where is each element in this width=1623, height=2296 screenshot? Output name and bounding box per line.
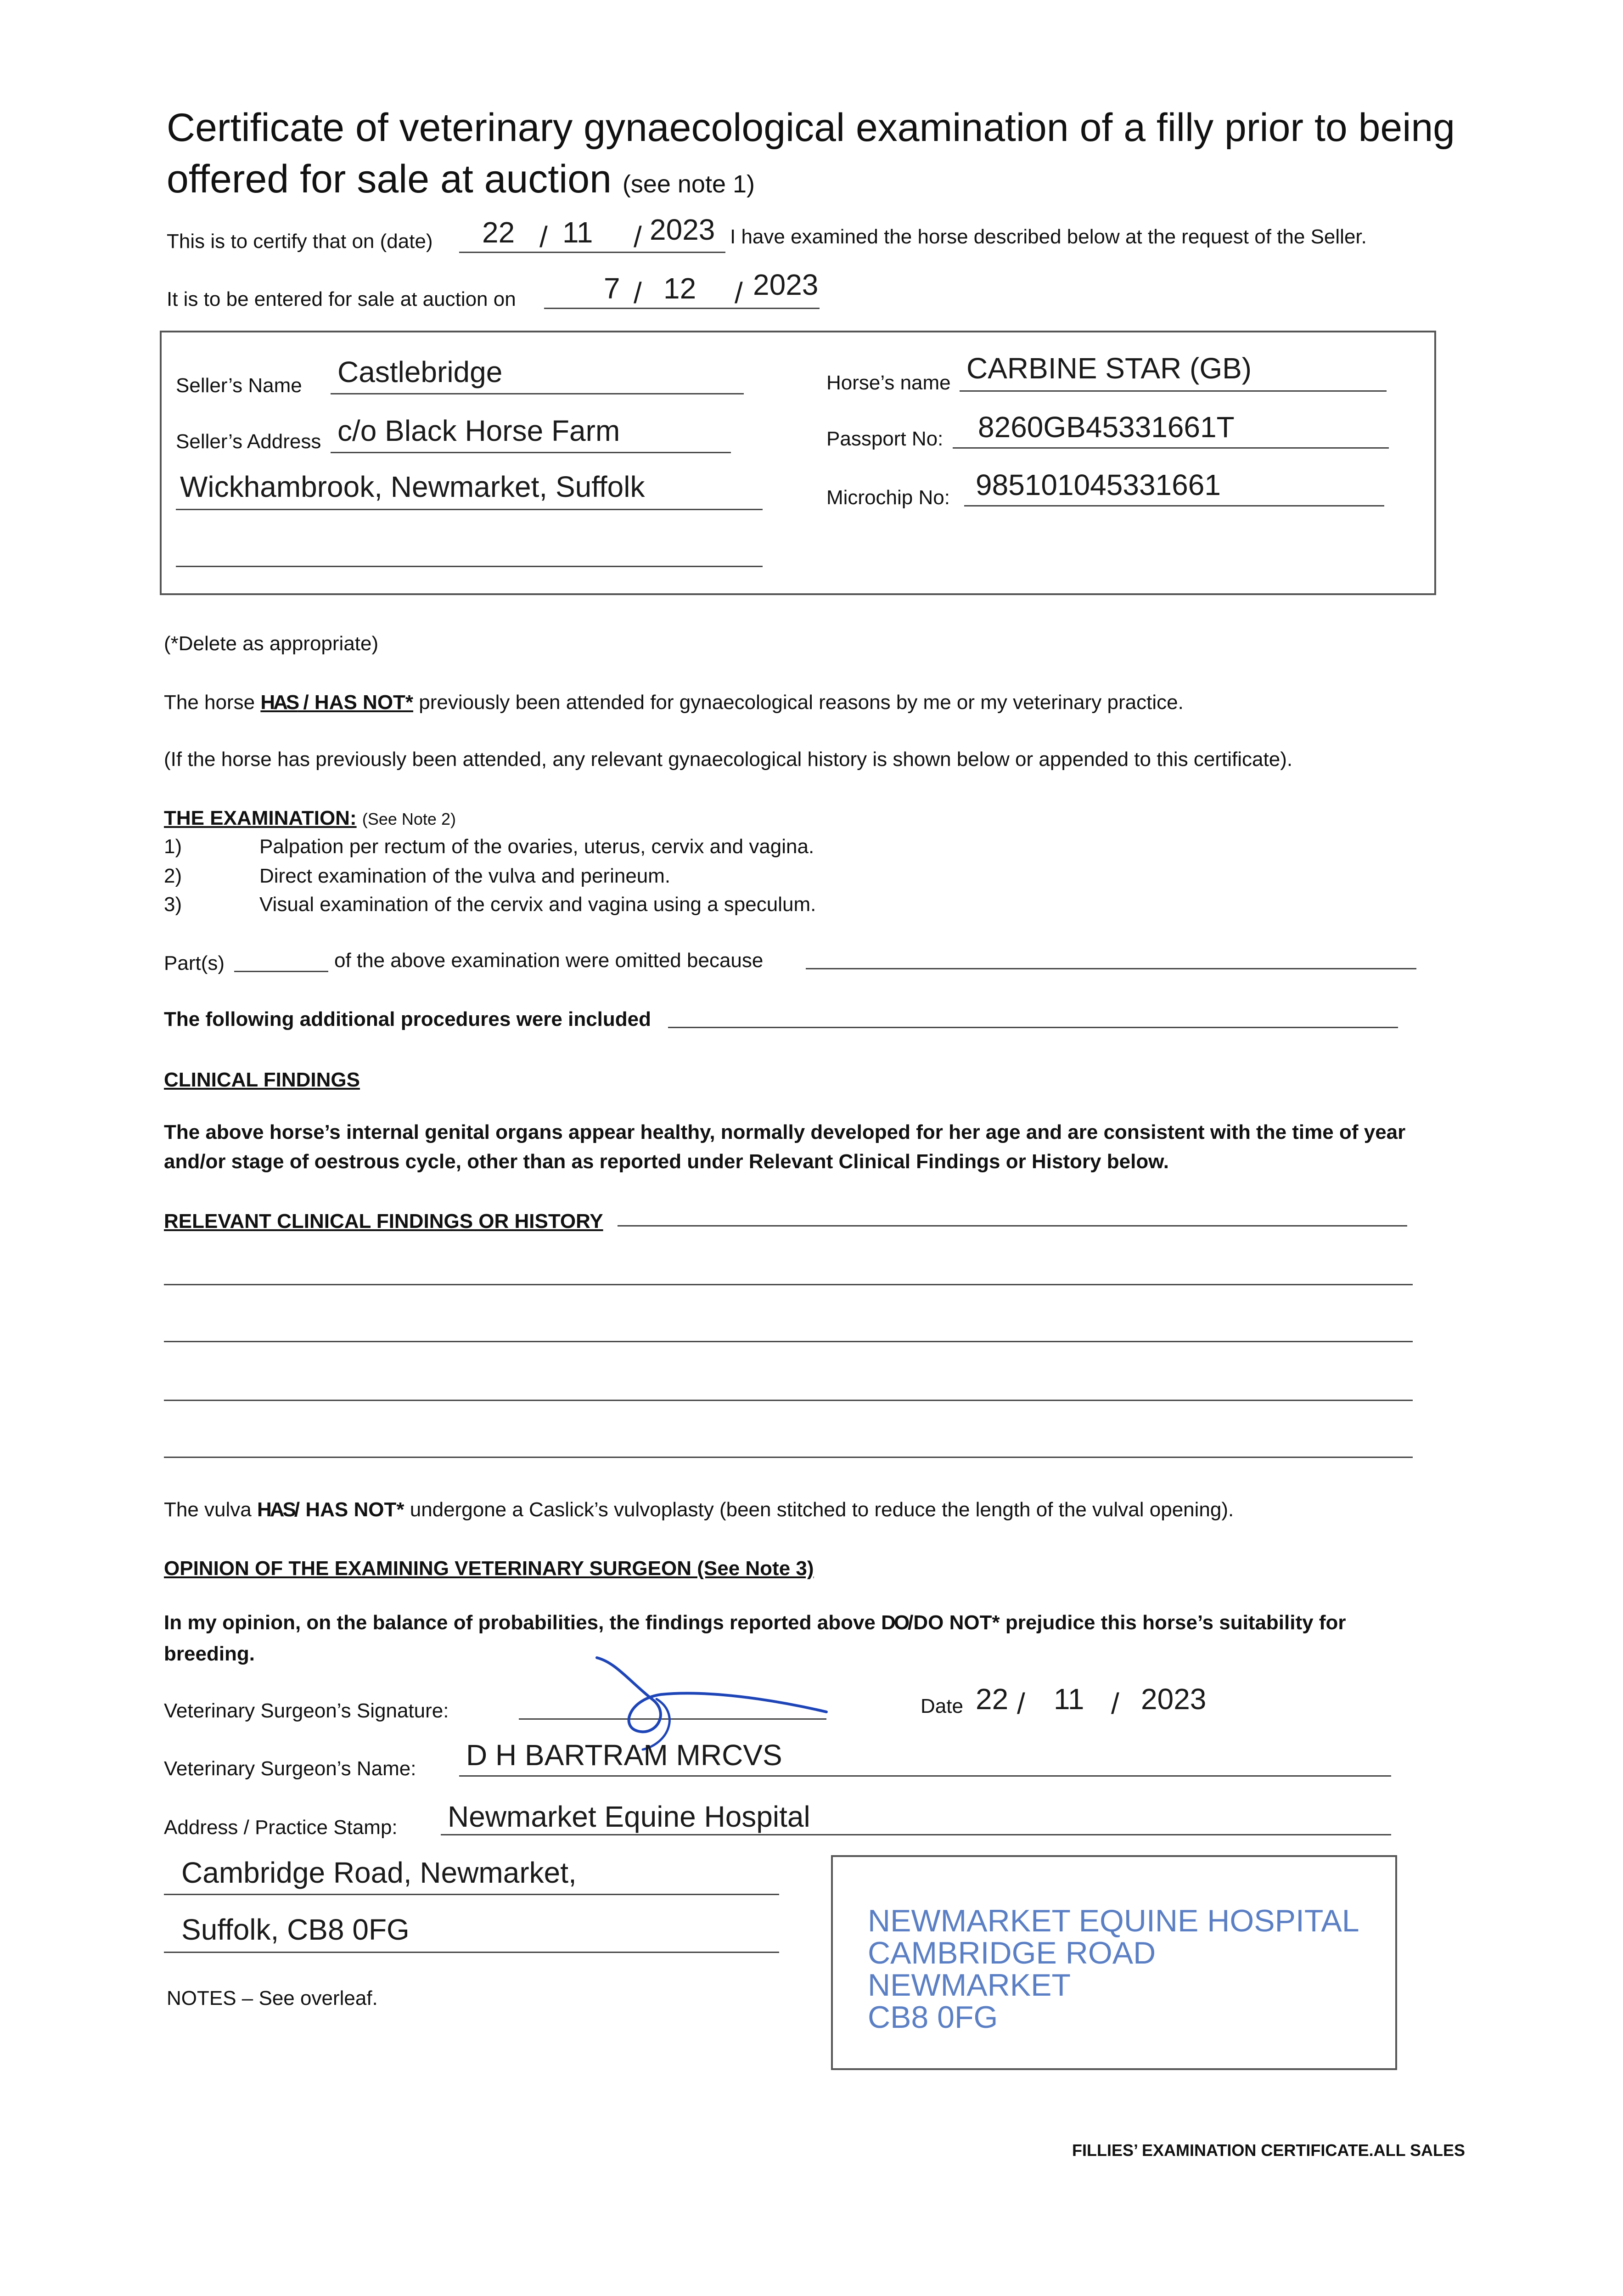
vulva-choice-text: / HAS NOT*: [294, 1498, 404, 1521]
seller-address-line1-underline: [331, 452, 731, 453]
attended-struck: HAS: [260, 691, 298, 714]
clinical-findings-heading: CLINICAL FINDINGS: [164, 1069, 360, 1091]
vet-name-underline: [459, 1775, 1391, 1777]
exam-date-suffix: I have examined the horse described below at the request of the Seller.: [730, 225, 1367, 248]
opinion-choice: /DO NOT*: [908, 1611, 1000, 1634]
horse-name-underline: [960, 390, 1387, 392]
attended-prefix: The horse: [164, 691, 255, 714]
auction-date-prefix: It is to be entered for sale at auction on: [167, 288, 516, 310]
exam-item-1-num: 1): [164, 835, 182, 858]
vulva-suffix: undergone a Caslick’s vulvoplasty (been stitched to reduce the length of the vulval opening).: [410, 1498, 1234, 1521]
auction-date-sep1: /: [634, 276, 642, 310]
horse-name-label: Horse’s name: [826, 371, 951, 394]
microchip-value: 985101045331661: [976, 468, 1221, 501]
attended-choice-text: / HAS NOT*: [298, 691, 414, 714]
history-note: (If the horse has previously been attended, any relevant gynaecological history is shown below or appended to this certificate).: [164, 748, 1293, 771]
sig-date-sep2: /: [1111, 1687, 1119, 1720]
opinion-heading: OPINION OF THE EXAMINING VETERINARY SURGEON (See Note 3): [164, 1557, 814, 1580]
vulva-struck: HAS: [257, 1498, 294, 1521]
stamp-line4: CB8 0FG: [868, 2000, 998, 2035]
omitted-prefix: Part(s): [164, 952, 225, 974]
vulva-prefix: The vulva: [164, 1498, 252, 1521]
sig-date-year: 2023: [1141, 1683, 1207, 1716]
exam-date-year: 2023: [650, 213, 715, 246]
sig-date-sep1: /: [1017, 1687, 1025, 1720]
vet-name-value: D H BARTRAM MRCVS: [466, 1739, 782, 1772]
practice-address-line3: Suffolk, CB8 0FG: [181, 1913, 410, 1946]
seller-address-line1: c/o Black Horse Farm: [337, 414, 620, 447]
omitted-reason-underline: [806, 968, 1416, 969]
additional-procedures-label: The following additional procedures were included: [164, 1008, 651, 1030]
notes-reference: NOTES – See overleaf.: [167, 1987, 378, 2009]
exam-item-3-num: 3): [164, 893, 182, 916]
practice-address-line2: Cambridge Road, Newmarket,: [181, 1856, 577, 1889]
stamp-line3: NEWMARKET: [868, 1968, 1071, 2003]
seller-address-label: Seller’s Address: [176, 430, 321, 453]
relevant-findings-heading: RELEVANT CLINICAL FINDINGS OR HISTORY: [164, 1210, 603, 1232]
omitted-suffix: of the above examination were omitted because: [334, 949, 764, 972]
auction-date-day: 7: [604, 272, 620, 305]
clinical-statement-line1: The above horse’s internal genital organs appear healthy, normally developed for her age and are consistent with the time of year: [164, 1121, 1406, 1143]
opinion-line1-suffix: prejudice this horse’s suitability for: [1005, 1611, 1346, 1634]
title-main: Certificate of veterinary gynaecological examination of a filly prior to being offered for sale at auction: [167, 106, 1455, 201]
attended-statement: [164, 692, 1184, 713]
vulva-choice: [257, 1498, 404, 1521]
relevant-findings-underline-3: [164, 1341, 1413, 1342]
signature-label: Veterinary Surgeon’s Signature:: [164, 1699, 449, 1722]
exam-item-1-text: Palpation per rectum of the ovaries, uterus, cervix and vagina.: [259, 835, 814, 858]
sig-date-day: 22: [976, 1683, 1009, 1716]
passport-value: 8260GB45331661T: [978, 411, 1235, 444]
seller-address-line3-underline: [176, 566, 763, 567]
examination-heading: THE EXAMINATION:: [164, 807, 357, 829]
vet-name-label: Veterinary Surgeon’s Name:: [164, 1757, 416, 1780]
vulva-statement: [164, 1500, 1234, 1520]
passport-label: Passport No:: [826, 428, 943, 450]
exam-date-sep1: /: [539, 220, 548, 253]
auction-date-year: 2023: [753, 268, 819, 301]
opinion-line1: [164, 1613, 1346, 1633]
clinical-statement-line2: and/or stage of oestrous cycle, other than as reported under Relevant Clinical Findings or History below.: [164, 1150, 1169, 1173]
seller-name-underline: [331, 393, 744, 394]
relevant-findings-underline-4: [164, 1400, 1413, 1401]
microchip-underline: [964, 505, 1384, 506]
opinion-line1-prefix: In my opinion, on the balance of probabilities, the findings reported above: [164, 1611, 876, 1634]
exam-item-3-text: Visual examination of the cervix and vagina using a speculum.: [259, 893, 816, 916]
exam-item-2-num: 2): [164, 865, 182, 887]
exam-date-day: 22: [482, 216, 515, 249]
delete-note: (*Delete as appropriate): [164, 632, 379, 655]
practice-address-line1-underline: [441, 1834, 1391, 1835]
stamp-line2: CAMBRIDGE ROAD: [868, 1936, 1156, 1970]
footer-form-id: FILLIES’ EXAMINATION CERTIFICATE.ALL SALES: [1072, 2141, 1466, 2160]
certificate-title: [167, 102, 1544, 210]
examination-heading-note: (See Note 2): [362, 810, 456, 828]
exam-date-month: 11: [562, 216, 593, 249]
opinion-struck: DO: [881, 1611, 908, 1634]
practice-address-line2-underline: [164, 1894, 779, 1895]
horse-name-value: CARBINE STAR (GB): [966, 352, 1252, 385]
attended-choice: [260, 691, 413, 714]
auction-date-month: 12: [663, 272, 696, 305]
practice-address-line3-underline: [164, 1952, 779, 1953]
seller-name-label: Seller’s Name: [176, 374, 302, 397]
relevant-findings-underline-5: [164, 1457, 1413, 1458]
omitted-parts-underline: [234, 971, 328, 972]
auction-date-sep2: /: [735, 276, 743, 310]
exam-date-underline: [459, 252, 725, 253]
practice-address-line1: Newmarket Equine Hospital: [448, 1800, 810, 1833]
sig-date-month: 11: [1054, 1683, 1084, 1716]
seller-address-line2: Wickhambrook, Newmarket, Suffolk: [180, 470, 645, 503]
exam-item-2-text: Direct examination of the vulva and perineum.: [259, 865, 671, 887]
opinion-line2: breeding.: [164, 1643, 255, 1665]
microchip-label: Microchip No:: [826, 486, 950, 509]
examination-heading-row: [164, 808, 456, 828]
additional-procedures-underline: [668, 1027, 1398, 1028]
seller-name-value: Castlebridge: [337, 355, 503, 388]
exam-date-prefix: This is to certify that on (date): [167, 230, 433, 253]
exam-date-sep2: /: [634, 220, 642, 253]
attended-suffix: previously been attended for gynaecological reasons by me or my veterinary practice.: [419, 691, 1184, 714]
stamp-line1: NEWMARKET EQUINE HOSPITAL: [868, 1903, 1359, 1938]
auction-date-underline: [544, 308, 820, 309]
title-note: (see note 1): [622, 170, 755, 198]
relevant-findings-underline-2: [164, 1284, 1413, 1285]
relevant-findings-underline-1: [618, 1225, 1407, 1227]
seller-address-line2-underline: [176, 509, 763, 510]
address-stamp-label: Address / Practice Stamp:: [164, 1816, 398, 1839]
sig-date-label: Date: [921, 1695, 963, 1717]
passport-underline: [953, 447, 1389, 449]
